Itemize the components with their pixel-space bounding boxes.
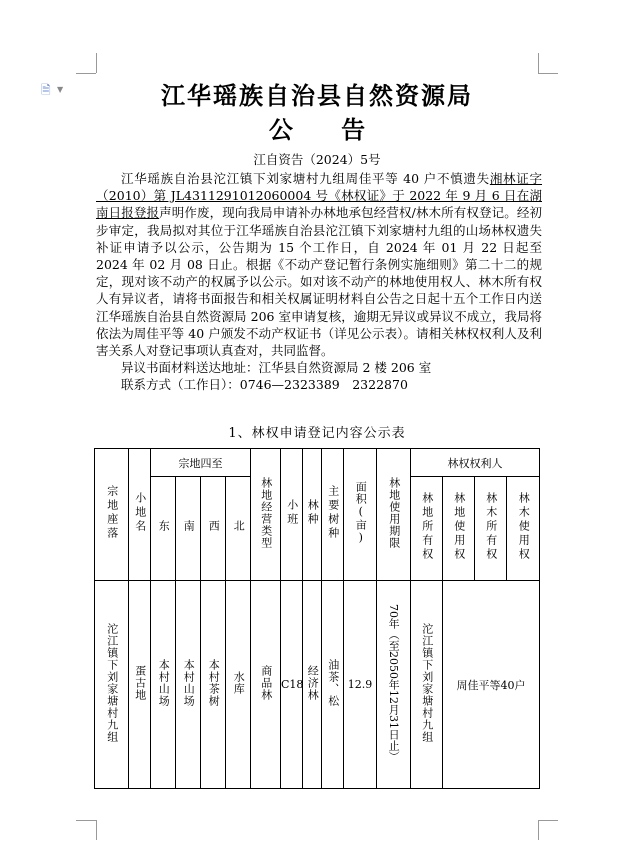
table-row: [95, 581, 540, 789]
objection-address: 异议书面材料送达地址：江华县自然资源局 2 楼 206 室: [121, 360, 432, 376]
table-title: 1、林权申请登记内容公示表: [228, 426, 406, 441]
page-subtitle: 公 告: [268, 115, 386, 144]
notice-body: [96, 170, 542, 394]
contact-info: 联系方式（工作日）：0746—2323389 2322870: [121, 377, 408, 393]
header-rights-holder: 林权权利人: [411, 449, 540, 477]
header-term: 林地使用期限: [377, 449, 411, 581]
header-main-tree: 主要树种: [322, 449, 344, 581]
cell-area: 12.9: [344, 581, 377, 789]
header-species: 林种: [303, 449, 322, 581]
header-location: 宗地座落: [95, 449, 129, 581]
header-north: 北: [226, 477, 251, 581]
cell-holders: 周佳平等40户: [443, 581, 540, 789]
header-boundary: 宗地四至: [151, 449, 251, 477]
cell-location: 沱江镇下刘家塘村九组: [95, 581, 129, 789]
header-area: 面积(亩): [344, 449, 377, 581]
header-place-name: 小地名: [129, 449, 151, 581]
cell-forest-type: 商品林: [251, 581, 281, 789]
cell-small-class: C18: [281, 581, 303, 789]
header-south: 南: [176, 477, 201, 581]
document-number: 江自资告（2024）5号: [253, 152, 381, 167]
cell-north: 水库: [226, 581, 251, 789]
cell-place-name: 蛋古地: [129, 581, 151, 789]
page-title: 江华瑶族自治县自然资源局: [161, 81, 473, 110]
cell-species: 经济林: [303, 581, 322, 789]
header-east: 东: [151, 477, 176, 581]
header-west: 西: [201, 477, 226, 581]
header-land-owner: 林地所有权: [411, 477, 443, 581]
cell-land-owner: 沱江镇下刘家塘村九组: [411, 581, 443, 789]
header-small-class: 小班: [281, 449, 303, 581]
cell-east: 本村山场: [151, 581, 176, 789]
header-forest-type: 林地经营类型: [251, 449, 281, 581]
chevron-down-icon[interactable]: ▼: [57, 85, 64, 94]
header-tree-user: 林木使用权: [507, 477, 540, 581]
notice-paragraph: 江华瑶族自治县沱江镇下刘家塘村九组周佳平等 40 户不慎遗失湘林证字（2010）第 JL4311291012060004 号《林权证》于 2022 年 9 月 6 日在湖南日报登报声明作废，现向我局申请补办林地承包经营权/林木所有权登记。经初步审定，我局拟对其位于江华瑶族自治县沱江镇下刘家塘村九组的山场林权遗失补证申请予以公示，公告期为 15 个工作日，自 2024 年 01 月 22 日起至 2024 年 02 月 08 日止。根据《不动产登记暂行条例实施细则》第二十二的规定，现对该不动产的权属予以公示。如对该不动产的林地使用权人、林木所有权人有异议者，请将书面报告和相关权属证明材料自公告之日起十五个工作日内送江华瑶族自治县自然资源局 206 室申请复核，逾期无异议或异议不成立，我局将依法为周佳平等 40 户颁发不动产权证书（详见公示表）。请相关林权权利人及利害关系人对登记事项认真查对，共同监督。: [96, 171, 542, 359]
publication-table: [94, 448, 540, 789]
cell-west: 本村茶树: [201, 581, 226, 789]
cell-term: 70年（至2050年12月31日止）: [377, 581, 411, 789]
cell-main-tree: 油茶、松: [322, 581, 344, 789]
document-icon[interactable]: 🗎: [41, 83, 51, 97]
cell-south: 本村山场: [176, 581, 201, 789]
header-tree-owner: 林木所有权: [475, 477, 507, 581]
header-land-user: 林地使用权: [443, 477, 475, 581]
